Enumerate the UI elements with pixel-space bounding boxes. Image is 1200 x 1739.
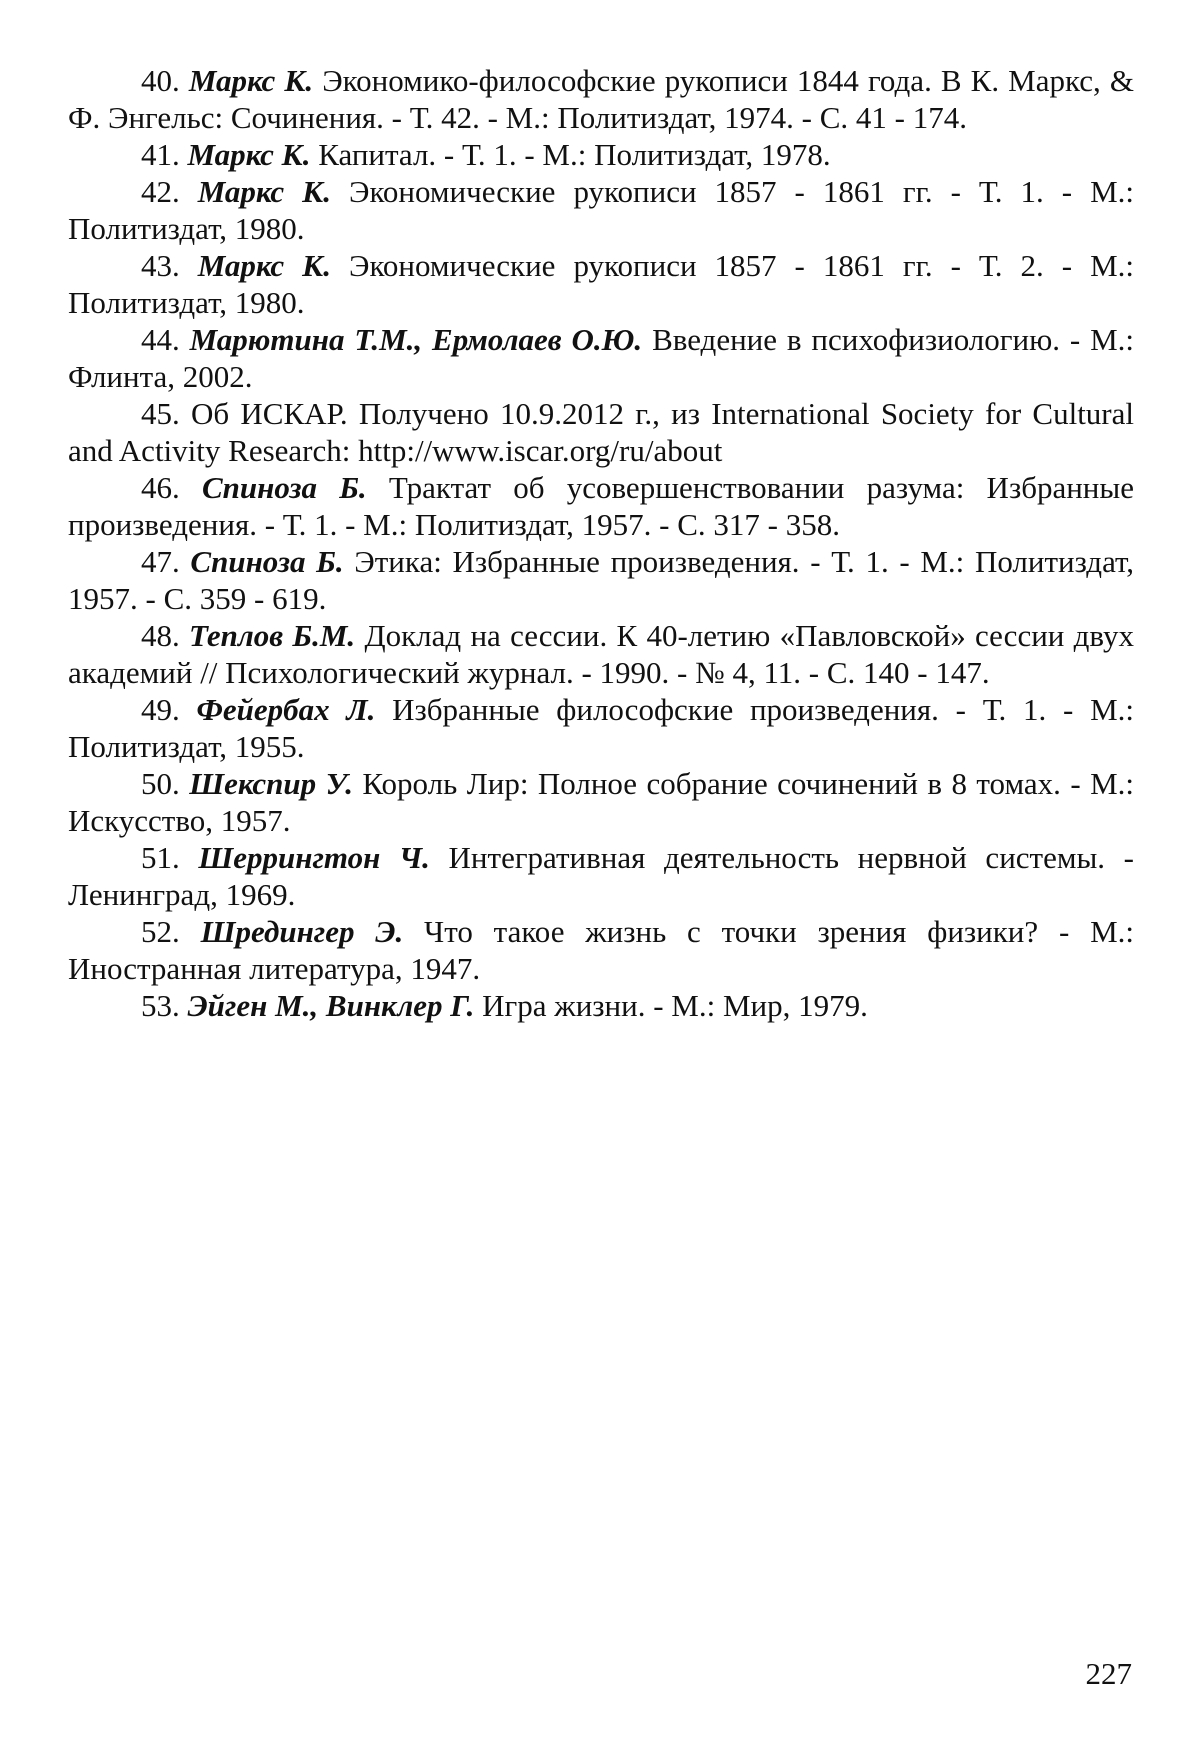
reference-text: Доклад на сессии. К 40-летию «Павловской» сес­сии двух академий // Психологический журнал. - 1990. - № 4, 11. - С. 140 - 147. xyxy=(68,618,1134,690)
reference-text: Что такое жизнь с точки зрения физики? - М.: Иностранная литература, 1947. xyxy=(68,914,1134,986)
reference-item xyxy=(68,395,1134,469)
reference-number: 43. xyxy=(141,248,180,283)
reference-list xyxy=(68,62,1134,1024)
reference-authors: Маркс К. xyxy=(188,137,311,172)
book-page xyxy=(0,0,1200,1739)
reference-text: Трактат об усовершенствовании разума: Избранные произведения. - Т. 1. - М.: Политиздат, 1957. - С. 317 - 358. xyxy=(68,470,1134,542)
reference-item xyxy=(68,913,1134,987)
reference-number: 47. xyxy=(141,544,180,579)
reference-authors: Маркс К. xyxy=(198,248,331,283)
reference-text: Избранные философские произведения. - Т. 1. - М.: Политиздат, 1955. xyxy=(68,692,1134,764)
reference-number: 49. xyxy=(141,692,180,727)
reference-item xyxy=(68,247,1134,321)
reference-number: 46. xyxy=(141,470,180,505)
reference-authors: Шеррингтон Ч. xyxy=(198,840,430,875)
reference-item xyxy=(68,617,1134,691)
reference-text: Капитал. - Т. 1. - М.: Политиздат, 1978. xyxy=(318,137,830,172)
reference-item xyxy=(68,987,1134,1024)
reference-authors: Маркс К. xyxy=(198,174,331,209)
reference-authors: Спиноза Б. xyxy=(202,470,367,505)
reference-item xyxy=(68,136,1134,173)
reference-item xyxy=(68,321,1134,395)
reference-text: Экономические рукописи 1857 - 1861 гг. - Т. 1. - М.: Политиздат, 1980. xyxy=(68,174,1134,246)
reference-authors: Шекспир У. xyxy=(189,766,353,801)
reference-authors: Марютина Т.М., Ермолаев О.Ю. xyxy=(190,322,643,357)
reference-authors: Фейербах Л. xyxy=(197,692,376,727)
reference-authors: Эйген М., Винклер Г. xyxy=(188,988,475,1023)
reference-authors: Шредингер Э. xyxy=(201,914,404,949)
reference-text: Этика: Избранные произведения. - Т. 1. - М.: По­литиздат, 1957. - С. 359 - 619. xyxy=(68,544,1134,616)
reference-number: 53. xyxy=(141,988,180,1023)
reference-number: 45. xyxy=(141,396,180,431)
reference-text: Об ИСКАР. Получено 10.9.2012 г., из International Society for Cultural and Activity Research: http://www.iscar.org/ru/about xyxy=(68,396,1134,468)
reference-number: 44. xyxy=(141,322,180,357)
reference-text: Экономические рукописи 1857 - 1861 гг. - Т. 2. - М.: Политиздат, 1980. xyxy=(68,248,1134,320)
reference-text: Король Лир: Полное собрание сочинений в 8 то­мах. - М.: Искусство, 1957. xyxy=(68,766,1134,838)
reference-text: Экономико-философские рукописи 1844 года. В К. Маркс, & Ф. Энгельс: Сочинения. - Т. 42. - М.: Политиздат, 1974. - С. 41 - 174. xyxy=(68,63,1134,135)
reference-item xyxy=(68,469,1134,543)
reference-number: 42. xyxy=(141,174,180,209)
reference-authors: Спиноза Б. xyxy=(190,544,343,579)
reference-authors: Теплов Б.М. xyxy=(189,618,355,653)
reference-item xyxy=(68,839,1134,913)
reference-number: 50. xyxy=(141,766,180,801)
reference-item xyxy=(68,62,1134,136)
reference-authors: Маркс К. xyxy=(189,63,313,98)
reference-text: Интегративная деятельность нервной системы. - Ленинград, 1969. xyxy=(68,840,1134,912)
reference-item xyxy=(68,543,1134,617)
reference-text: Введение в психофизиоло­гию. - М.: Флинта, 2002. xyxy=(68,322,1134,394)
reference-number: 41. xyxy=(141,137,180,172)
reference-item xyxy=(68,691,1134,765)
reference-item xyxy=(68,765,1134,839)
reference-item xyxy=(68,173,1134,247)
page-number: 227 xyxy=(1086,1655,1133,1692)
reference-number: 48. xyxy=(141,618,180,653)
reference-number: 51. xyxy=(141,840,180,875)
reference-number: 40. xyxy=(141,63,180,98)
reference-number: 52. xyxy=(141,914,180,949)
reference-text: Игра жизни. - М.: Мир, 1979. xyxy=(482,988,868,1023)
